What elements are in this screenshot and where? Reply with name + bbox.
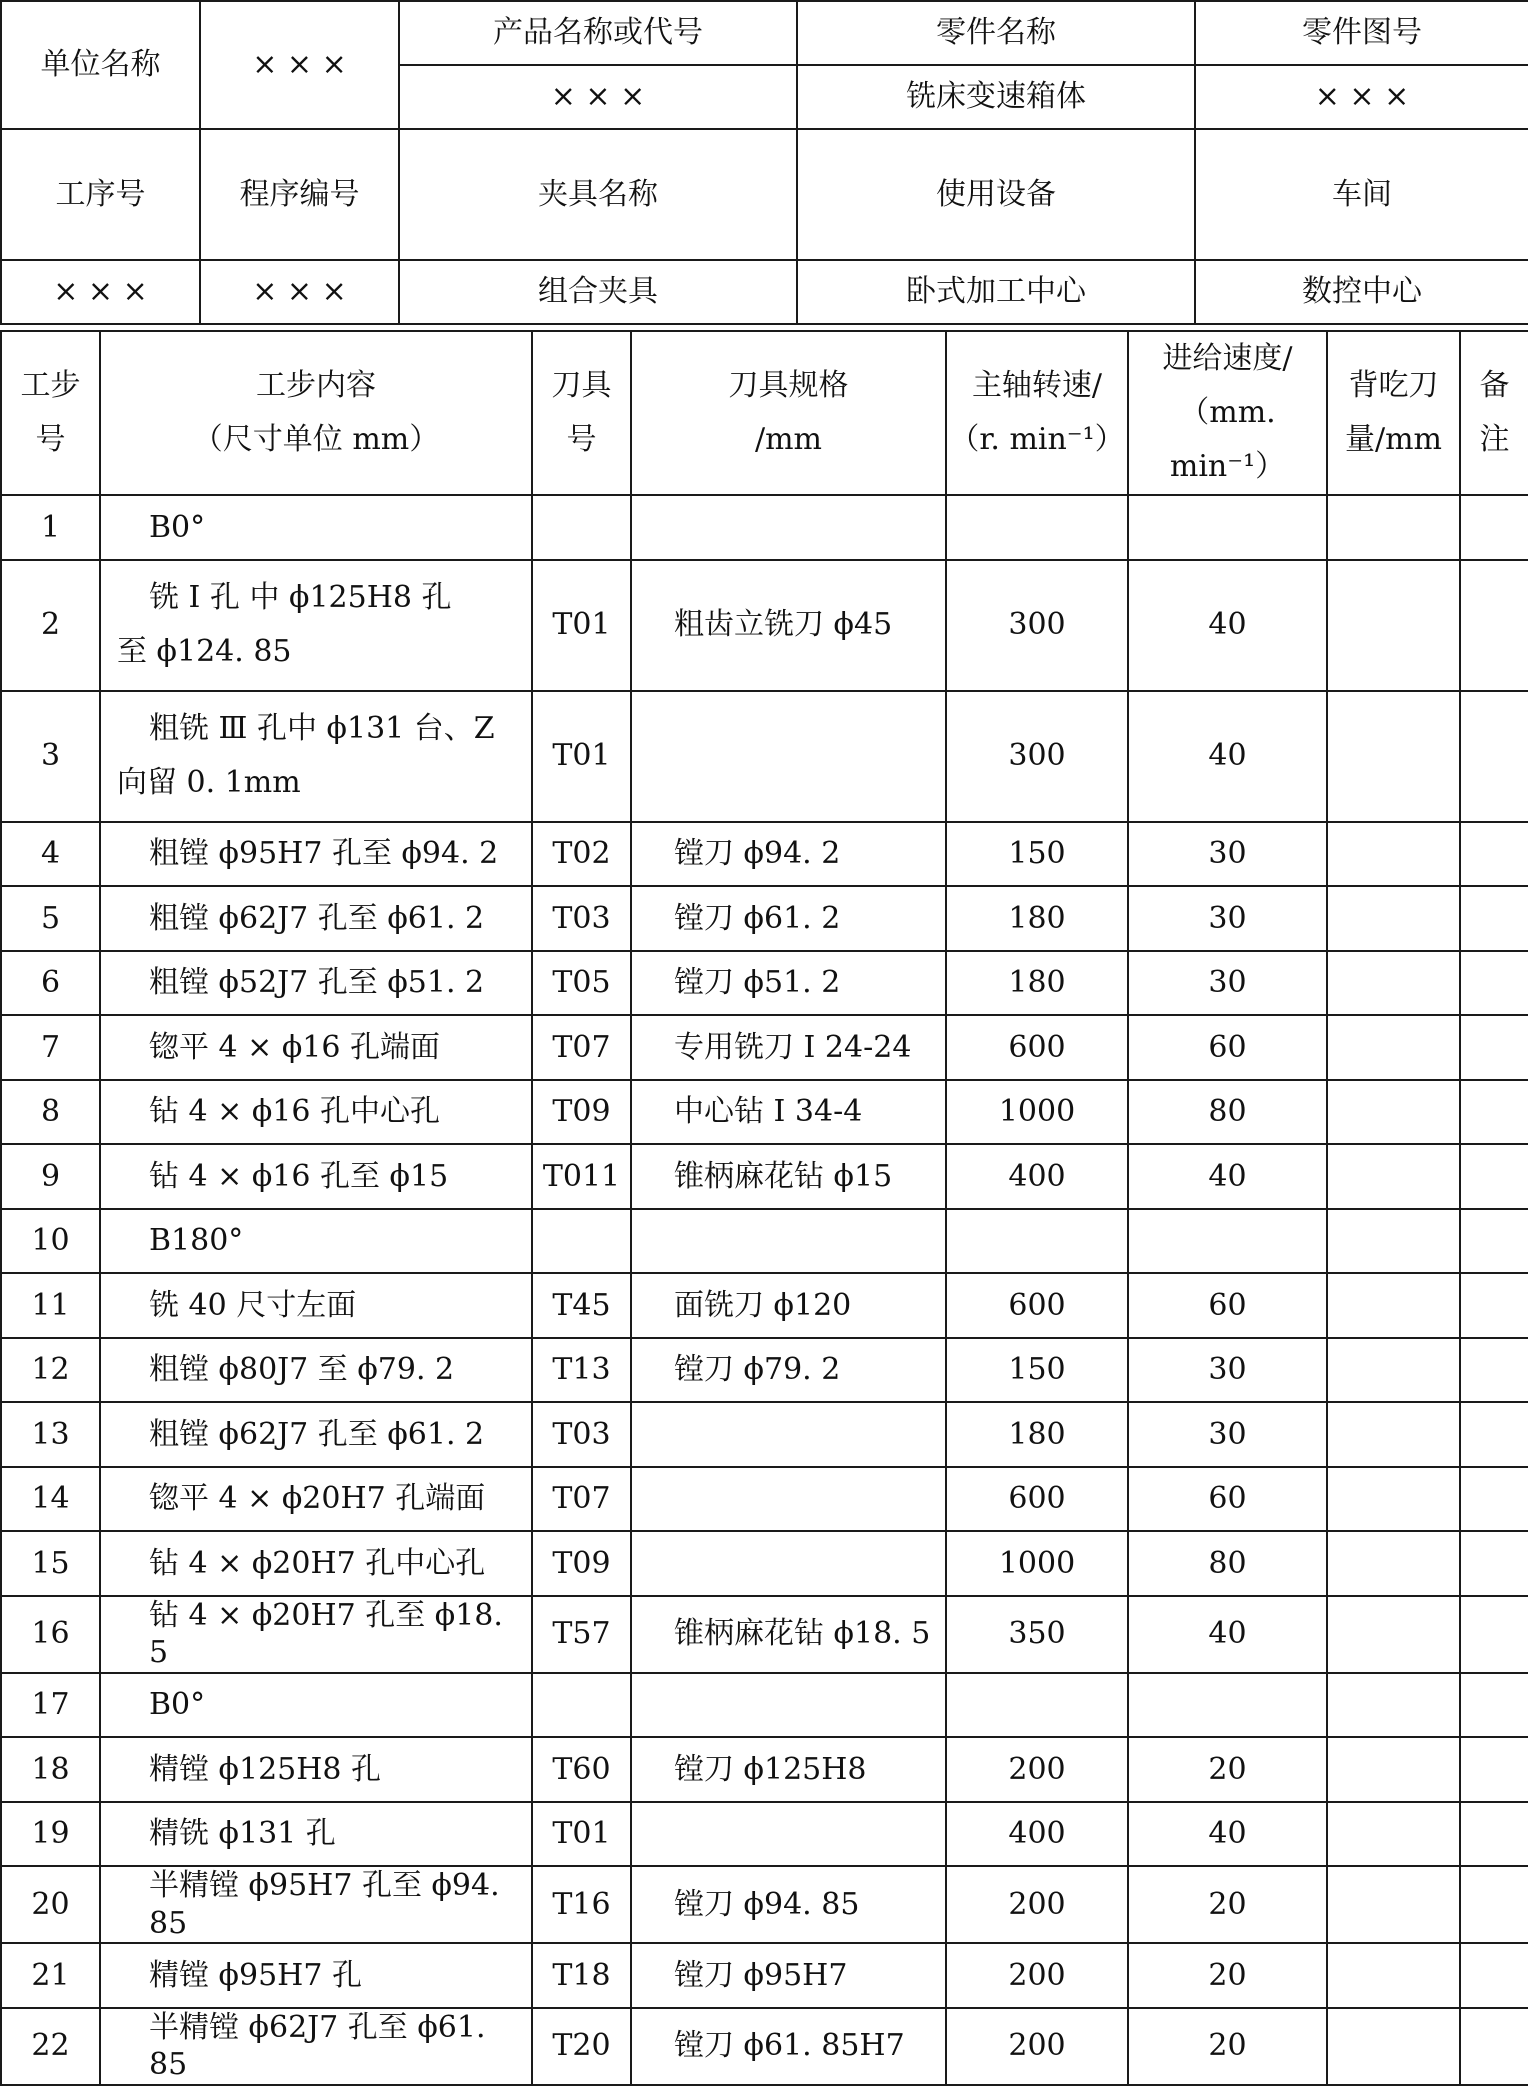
tool-spec-cell [631,1673,946,1738]
note-cell [1460,691,1528,822]
step-no-cell: 4 [1,822,100,887]
note-cell [1460,1596,1528,1673]
tool-spec-cell: 面铣刀 ϕ120 [631,1273,946,1338]
steps-body [1,495,1528,2085]
cut-depth-cell [1327,1467,1460,1532]
spindle-speed-cell: 180 [946,1402,1128,1467]
spindle-speed-cell [946,1673,1128,1738]
tool-no-cell [532,1209,631,1274]
spindle-speed-cell: 300 [946,691,1128,822]
note-cell [1460,1737,1528,1802]
part-name-label: 零件名称 [797,1,1195,65]
feed-rate-cell [1128,1209,1327,1274]
feed-rate-cell: 30 [1128,1402,1327,1467]
tool-no-cell: T07 [532,1015,631,1080]
note-cell [1460,1015,1528,1080]
feed-rate-cell: 30 [1128,822,1327,887]
spindle-speed-cell: 1000 [946,1531,1128,1596]
tool-spec-cell: 锥柄麻花钻 ϕ18. 5 [631,1596,946,1673]
step-content-cell: B0° [100,495,532,560]
cut-depth-cell [1327,1402,1460,1467]
feed-rate-cell: 30 [1128,1338,1327,1403]
step-no-cell: 2 [1,560,100,691]
note-cell [1460,560,1528,691]
feed-rate-cell: 20 [1128,1943,1327,2008]
note-cell [1460,1531,1528,1596]
step-content-cell [100,691,532,822]
col-note: 备 注 [1460,331,1528,495]
step-no-cell: 21 [1,1943,100,2008]
cut-depth-cell [1327,1273,1460,1338]
spindle-speed-cell: 400 [946,1802,1128,1867]
step-no-cell: 7 [1,1015,100,1080]
tool-no-cell: T13 [532,1338,631,1403]
step-no-cell: 17 [1,1673,100,1738]
table-row [1,1015,1528,1080]
step-content-line-2: 至 ϕ124. 85 [117,634,292,669]
spindle-speed-cell: 600 [946,1015,1128,1080]
step-content-cell: 钻 4 × ϕ16 孔中心孔 [100,1080,532,1145]
feed-rate-cell: 40 [1128,1596,1327,1673]
step-content-line-2: 向留 0. 1mm [117,765,301,800]
tool-no-cell: T09 [532,1531,631,1596]
table-row [1,1596,1528,1673]
tool-no-cell: T20 [532,2008,631,2085]
table-row [1,1338,1528,1403]
step-content-cell: 半精镗 ϕ95H7 孔至 ϕ94. 85 [100,1866,532,1943]
table-row [1,1402,1528,1467]
tool-no-cell: T05 [532,951,631,1016]
spindle-speed-cell: 200 [946,1737,1128,1802]
tool-no-cell: T01 [532,1802,631,1867]
tool-no-cell: T45 [532,1273,631,1338]
part-drawing-value: × × × [1195,65,1528,129]
steps-table [0,330,1528,2086]
step-content-cell: 粗镗 ϕ95H7 孔至 ϕ94. 2 [100,822,532,887]
step-content-line-1: 粗铣 Ⅲ 孔中 ϕ131 台、Z [149,711,495,746]
step-no-cell: 12 [1,1338,100,1403]
program-no-value: × × × [200,260,399,324]
note-cell [1460,1144,1528,1209]
step-no-cell: 20 [1,1866,100,1943]
step-no-cell: 6 [1,951,100,1016]
part-name-value: 铣床变速箱体 [797,65,1195,129]
spindle-speed-cell: 300 [946,560,1128,691]
spindle-speed-cell [946,495,1128,560]
unit-label: 单位名称 [1,1,200,129]
cut-depth-cell [1327,951,1460,1016]
tool-spec-cell [631,1209,946,1274]
step-no-cell: 3 [1,691,100,822]
tool-spec-cell: 镗刀 ϕ51. 2 [631,951,946,1016]
table-row [1,691,1528,822]
tool-spec-cell: 镗刀 ϕ94. 85 [631,1866,946,1943]
note-cell [1460,951,1528,1016]
note-cell [1460,2008,1528,2085]
step-content-line-1: 铣 Ⅰ 孔 中 ϕ125H8 孔 [149,580,452,615]
tool-spec-cell: 中心钻 Ⅰ 34-4 [631,1080,946,1145]
workshop-label: 车间 [1195,129,1528,260]
cut-depth-cell [1327,1596,1460,1673]
step-content-cell: 粗镗 ϕ62J7 孔至 ϕ61. 2 [100,886,532,951]
note-cell [1460,1467,1528,1532]
step-content-cell: 精镗 ϕ125H8 孔 [100,1737,532,1802]
tool-no-cell: T16 [532,1866,631,1943]
col-cut-depth: 背吃刀 量/mm [1327,331,1460,495]
note-cell [1460,1273,1528,1338]
tool-spec-cell: 镗刀 ϕ95H7 [631,1943,946,2008]
tool-spec-cell: 专用铣刀 Ⅰ 24-24 [631,1015,946,1080]
feed-rate-cell: 60 [1128,1273,1327,1338]
spindle-speed-cell: 150 [946,822,1128,887]
step-content-cell [100,560,532,691]
spindle-speed-cell: 350 [946,1596,1128,1673]
tool-no-cell: T09 [532,1080,631,1145]
table-row [1,886,1528,951]
note-cell [1460,1866,1528,1943]
feed-rate-cell: 20 [1128,1866,1327,1943]
tool-no-cell [532,1673,631,1738]
product-value: × × × [399,65,797,129]
step-content-cell: 铣 40 尺寸左面 [100,1273,532,1338]
step-no-cell: 1 [1,495,100,560]
process-no-label: 工序号 [1,129,200,260]
table-row [1,1531,1528,1596]
tool-spec-cell [631,691,946,822]
fixture-label: 夹具名称 [399,129,797,260]
feed-rate-cell: 80 [1128,1531,1327,1596]
equipment-value: 卧式加工中心 [797,260,1195,324]
equipment-label: 使用设备 [797,129,1195,260]
cut-depth-cell [1327,1209,1460,1274]
tool-no-cell: T18 [532,1943,631,2008]
tool-spec-cell [631,1402,946,1467]
note-cell [1460,822,1528,887]
step-no-cell: 19 [1,1802,100,1867]
step-no-cell: 18 [1,1737,100,1802]
step-no-cell: 9 [1,1144,100,1209]
tool-spec-cell [631,1467,946,1532]
tool-no-cell [532,495,631,560]
tool-no-cell: T01 [532,560,631,691]
program-no-label: 程序编号 [200,129,399,260]
tool-spec-cell: 镗刀 ϕ61. 2 [631,886,946,951]
step-no-cell: 14 [1,1467,100,1532]
col-spindle-speed: 主轴转速/ （r. min⁻¹） [946,331,1128,495]
feed-rate-cell [1128,1673,1327,1738]
tool-spec-cell: 镗刀 ϕ79. 2 [631,1338,946,1403]
spindle-speed-cell: 180 [946,951,1128,1016]
table-row [1,495,1528,560]
table-row [1,1866,1528,1943]
col-step-no: 工步 号 [1,331,100,495]
header-table [0,0,1528,325]
cut-depth-cell [1327,2008,1460,2085]
cut-depth-cell [1327,1531,1460,1596]
table-row [1,1673,1528,1738]
step-content-cell: 精镗 ϕ95H7 孔 [100,1943,532,2008]
tool-no-cell: T07 [532,1467,631,1532]
note-cell [1460,1209,1528,1274]
spindle-speed-cell: 200 [946,1866,1128,1943]
tool-no-cell: T011 [532,1144,631,1209]
step-content-cell: 锪平 4 × ϕ20H7 孔端面 [100,1467,532,1532]
tool-no-cell: T57 [532,1596,631,1673]
note-cell [1460,1402,1528,1467]
feed-rate-cell: 60 [1128,1467,1327,1532]
tool-spec-cell [631,1531,946,1596]
table-row [1,951,1528,1016]
cut-depth-cell [1327,1673,1460,1738]
feed-rate-cell: 30 [1128,951,1327,1016]
feed-rate-cell: 40 [1128,691,1327,822]
col-content: 工步内容 （尺寸单位 mm） [100,331,532,495]
table-row [1,822,1528,887]
feed-rate-cell [1128,495,1327,560]
step-no-cell: 13 [1,1402,100,1467]
tool-no-cell: T01 [532,691,631,822]
workshop-value: 数控中心 [1195,260,1528,324]
note-cell [1460,1080,1528,1145]
step-content-cell: 粗镗 ϕ62J7 孔至 ϕ61. 2 [100,1402,532,1467]
step-content-cell: 钻 4 × ϕ16 孔至 ϕ15 [100,1144,532,1209]
spindle-speed-cell: 1000 [946,1080,1128,1145]
step-no-cell: 16 [1,1596,100,1673]
step-no-cell: 15 [1,1531,100,1596]
note-cell [1460,1943,1528,2008]
cut-depth-cell [1327,495,1460,560]
spindle-speed-cell: 200 [946,1943,1128,2008]
tool-no-cell: T02 [532,822,631,887]
cut-depth-cell [1327,560,1460,691]
col-tool-spec: 刀具规格 /mm [631,331,946,495]
feed-rate-cell: 30 [1128,886,1327,951]
cut-depth-cell [1327,1866,1460,1943]
table-row [1,2008,1528,2085]
step-content-cell: 半精镗 ϕ62J7 孔至 ϕ61. 85 [100,2008,532,2085]
cut-depth-cell [1327,1943,1460,2008]
step-no-cell: 11 [1,1273,100,1338]
step-content-cell: 钻 4 × ϕ20H7 孔中心孔 [100,1531,532,1596]
cut-depth-cell [1327,1802,1460,1867]
feed-rate-cell: 40 [1128,560,1327,691]
tool-spec-cell: 镗刀 ϕ125H8 [631,1737,946,1802]
note-cell [1460,886,1528,951]
tool-spec-cell: 镗刀 ϕ94. 2 [631,822,946,887]
column-header-row [1,331,1528,495]
tool-spec-cell [631,495,946,560]
feed-rate-cell: 20 [1128,2008,1327,2085]
spindle-speed-cell [946,1209,1128,1274]
table-row [1,1273,1528,1338]
spindle-speed-cell: 180 [946,886,1128,951]
cut-depth-cell [1327,822,1460,887]
product-label: 产品名称或代号 [399,1,797,65]
feed-rate-cell: 80 [1128,1080,1327,1145]
step-content-cell: B0° [100,1673,532,1738]
table-row [1,1802,1528,1867]
feed-rate-cell: 40 [1128,1144,1327,1209]
part-drawing-label: 零件图号 [1195,1,1528,65]
spindle-speed-cell: 600 [946,1273,1128,1338]
spindle-speed-cell: 150 [946,1338,1128,1403]
note-cell [1460,1802,1528,1867]
col-tool-no: 刀具 号 [532,331,631,495]
cut-depth-cell [1327,1015,1460,1080]
cut-depth-cell [1327,1338,1460,1403]
spindle-speed-cell: 400 [946,1144,1128,1209]
cut-depth-cell [1327,691,1460,822]
cut-depth-cell [1327,1737,1460,1802]
note-cell [1460,1338,1528,1403]
step-content-cell: 钻 4 × ϕ20H7 孔至 ϕ18. 5 [100,1596,532,1673]
step-content-cell: B180° [100,1209,532,1274]
tool-spec-cell: 锥柄麻花钻 ϕ15 [631,1144,946,1209]
feed-rate-cell: 20 [1128,1737,1327,1802]
step-no-cell: 5 [1,886,100,951]
tool-spec-cell: 镗刀 ϕ61. 85H7 [631,2008,946,2085]
table-row [1,1467,1528,1532]
tool-spec-cell [631,1802,946,1867]
table-row [1,1737,1528,1802]
table-row [1,1080,1528,1145]
col-feed-rate: 进给速度/ （mm. min⁻¹） [1128,331,1327,495]
table-row [1,560,1528,691]
process-no-value: × × × [1,260,200,324]
step-content-cell: 精铣 ϕ131 孔 [100,1802,532,1867]
step-content-cell: 粗镗 ϕ80J7 至 ϕ79. 2 [100,1338,532,1403]
cut-depth-cell [1327,1080,1460,1145]
step-no-cell: 8 [1,1080,100,1145]
table-row [1,1209,1528,1274]
unit-value: × × × [200,1,399,129]
tool-no-cell: T03 [532,886,631,951]
step-content-cell: 锪平 4 × ϕ16 孔端面 [100,1015,532,1080]
cut-depth-cell [1327,886,1460,951]
cut-depth-cell [1327,1144,1460,1209]
fixture-value: 组合夹具 [399,260,797,324]
feed-rate-cell: 40 [1128,1802,1327,1867]
step-no-cell: 10 [1,1209,100,1274]
tool-no-cell: T60 [532,1737,631,1802]
spindle-speed-cell: 600 [946,1467,1128,1532]
tool-spec-cell: 粗齿立铣刀 ϕ45 [631,560,946,691]
table-row [1,1943,1528,2008]
note-cell [1460,495,1528,560]
step-content-cell: 粗镗 ϕ52J7 孔至 ϕ51. 2 [100,951,532,1016]
feed-rate-cell: 60 [1128,1015,1327,1080]
note-cell [1460,1673,1528,1738]
step-no-cell: 22 [1,2008,100,2085]
table-row [1,1144,1528,1209]
spindle-speed-cell: 200 [946,2008,1128,2085]
tool-no-cell: T03 [532,1402,631,1467]
